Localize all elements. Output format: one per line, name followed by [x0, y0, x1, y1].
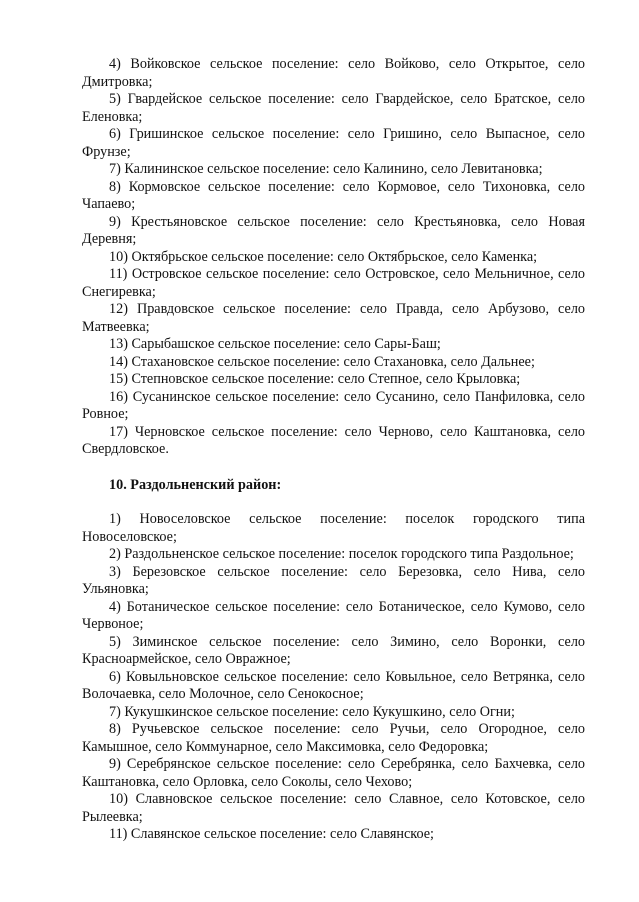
settlements-list-continued — [82, 56, 585, 459]
list-item: 4) Ботаническое сельское поселение: село Ботаническое, село Кумово, село Червоное; — [82, 598, 585, 632]
list-item: 7) Кукушкинское сельское поселение: село Кукушкино, село Огни; — [109, 703, 515, 720]
list-item: 13) Сарыбашское сельское поселение: село Сары-Баш; — [109, 336, 441, 352]
list-item: 5) Гвардейское сельское поселение: село Гвардейское, село Братское, село Еленовка; — [82, 91, 585, 125]
list-item: 14) Стахановское сельское поселение: село Стахановка, село Дальнее; — [109, 353, 535, 370]
list-item: 11) Островское сельское поселение: село Островское, село Мельничное, село Снегиревка; — [82, 266, 585, 300]
list-item: 1) Новоселовское сельское поселение: поселок городского типа Новоселовское; — [82, 511, 585, 545]
list-item: 17) Черновское сельское поселение: село Черново, село Каштановка, село Свердловское. — [82, 423, 585, 457]
list-item: 8) Кормовское сельское поселение: село Кормовое, село Тихоновка, село Чапаево; — [82, 178, 585, 212]
list-item: 4) Войковское сельское поселение: село Войково, село Открытое, село Дмитровка; — [82, 56, 585, 90]
list-item: 2) Раздольненское сельское поселение: поселок городского типа Раздольное; — [109, 546, 574, 562]
section-heading: 10. Раздольненский район: — [109, 476, 282, 493]
document-page — [82, 56, 585, 844]
list-item: 8) Ручьевское сельское поселение: село Ручьи, село Огородное, село Камышное, село Коммунарное, село Максимовка, село Федоровка; — [82, 721, 585, 755]
section-gap — [82, 459, 585, 477]
list-item: 15) Степновское сельское поселение: село Степное, село Крыловка; — [109, 371, 521, 387]
list-item: 9) Серебрянское сельское поселение: село Серебрянка, село Бахчевка, село Каштановка, село Орловка, село Соколы, село Чехово; — [82, 756, 585, 790]
list-item: 6) Ковыльновское сельское поселение: село Ковыльное, село Ветрянка, село Волочаевка, село Молочное, село Сенокосное; — [82, 668, 585, 702]
list-item: 11) Славянское сельское поселение: село Славянское; — [109, 826, 434, 842]
settlements-list-razdolnensky — [82, 511, 585, 844]
heading-gap — [82, 494, 585, 511]
list-item: 12) Правдовское сельское поселение: село Правда, село Арбузово, село Матвеевка; — [82, 301, 585, 335]
list-item: 9) Крестьяновское сельское поселение: село Крестьяновка, село Новая Деревня; — [82, 213, 585, 247]
list-item: 16) Сусанинское сельское поселение: село Сусанино, село Панфиловка, село Ровное; — [82, 388, 585, 422]
list-item: 5) Зиминское сельское поселение: село Зимино, село Воронки, село Красноармейское, село Овражное; — [82, 633, 585, 667]
list-item: 6) Гришинское сельское поселение: село Гришино, село Выпасное, село Фрунзе; — [82, 126, 585, 160]
list-item: 3) Березовское сельское поселение: село Березовка, село Нива, село Ульяновка; — [82, 563, 585, 597]
list-item: 10) Октябрьское сельское поселение: село Октябрьское, село Каменка; — [109, 248, 538, 265]
list-item: 10) Славновское сельское поселение: село Славное, село Котовское, село Рылеевка; — [82, 791, 585, 825]
list-item: 7) Калининское сельское поселение: село Калинино, село Левитановка; — [109, 161, 543, 177]
